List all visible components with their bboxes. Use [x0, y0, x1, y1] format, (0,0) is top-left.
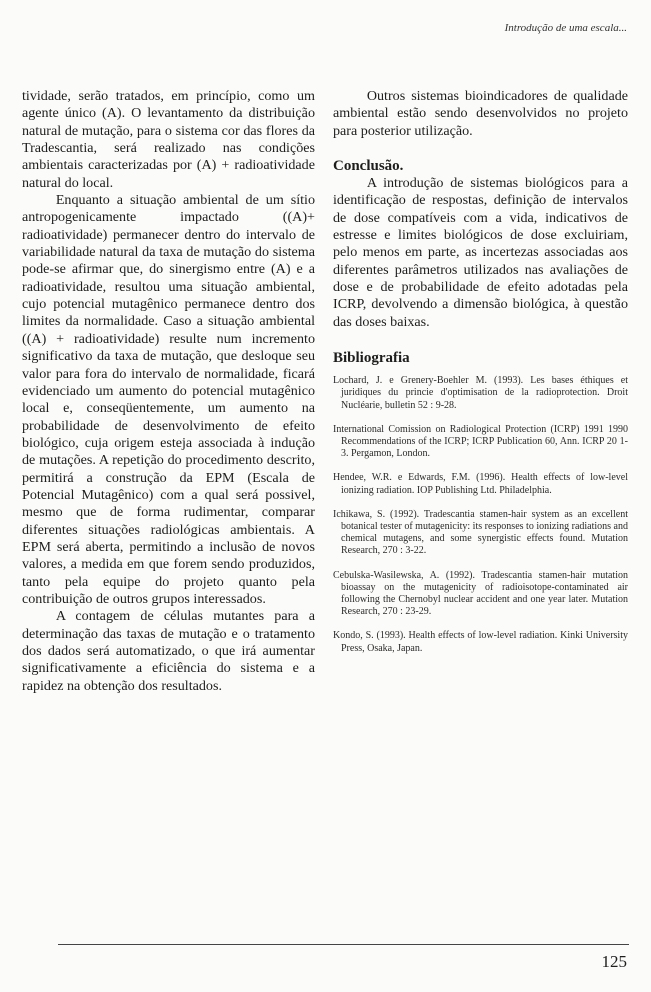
page-number: 125 — [601, 952, 627, 971]
reference-item: Cebulska-Wasilewska, A. (1992). Tradescantia stamen-hair mutation bioassay on the mutagenicity of radioisotope-contaminated air following the Chernobyl nuclear accident and one year later. Mutation Research, 270 : 23-29. — [333, 569, 628, 618]
body-paragraph: tividade, serão tratados, em princípio, como um agente único (A). O levantamento da distribuição natural de mutação, para o sistema cor das flores da Tradescantia, será realizado nas condições ambientais caracterizadas por (A) + radioatividade natural do local. — [22, 88, 315, 191]
body-paragraph: Enquanto a situação ambiental de um sítio antropogenicamente impactado ((A)+ radioatividade) permanecer dentro do intervalo de variabilidade natural da taxa de mutação do sistema pode-se afirmar que, do sinergismo entre (A) e a radioatividade, resultou uma situação ambiental, cujo potencial mutagênico permanece dentro dos limites da normalidade. Caso a situação ambiental ((A) + radioatividade) resulte num incremento significativo da taxa de mutação, que desloque seu valor para fora do intervalo de normalidade, ficará evidenciado um aumento do potencial mutagênico local e, conseqüentemente, um aumento na probabilidade de desenvolvimento de efeito biológico, cuja origem esteja associada à indução de mutações. A repetição do procedimento descrito, permitirá a construção da EPM (Escala de Potencial Mutagênico) com a qual será possivel, mesmo que de forma rudimentar, comparar diferentes situações radiológicas ambientais. A EPM será aberta, permitindo a inclusão de novos valores, a medida em que forem sendo produzidos, tanto pela equipe do projeto quanto pela contribuição de outros grupos interessados. — [22, 192, 315, 607]
body-paragraph: A contagem de células mutantes para a determinação das taxas de mutação e o tratamento dos dados será automatizado, o que irá aumentar significativamente a eficiência do sistema e a rapidez na obtenção dos resultados. — [22, 608, 315, 694]
right-column — [333, 88, 628, 667]
reference-item: Hendee, W.R. e Edwards, F.M. (1996). Health effects of low-level ionizing radiation. IOP Publishing Ltd. Philadelphia. — [333, 472, 628, 496]
left-column — [22, 88, 315, 695]
reference-item: Lochard, J. e Grenery-Boehler M. (1993). Les bases éthiques et juridiques du princie d'optimisation de la radioprotection. Droit Nucléarie, bulletin 52 : 9-28. — [333, 375, 628, 411]
reference-item: International Comission on Radiological Protection (ICRP) 1991 1990 Recommendations of the ICRP; ICRP Publication 60, Ann. ICRP 20 1-3. Pergamon, London. — [333, 423, 628, 460]
reference-item: Ichikawa, S. (1992). Tradescantia stamen-hair system as an excellent botanical tester of mutagenicity: its responses to ionizing radiations and chemical mutagens, and some synergistic effects found. Mutation Research, 270 : 3-22. — [333, 508, 628, 557]
reference-item: Kondo, S. (1993). Health effects of low-level radiation. Kinki University Press, Osaka, Japan. — [333, 630, 628, 654]
bibliography-heading: Bibliografia — [333, 350, 410, 367]
body-paragraph: Outros sistemas bioindicadores de qualidade ambiental estão sendo desenvolvidos no projeto para posterior utilização. — [333, 88, 628, 139]
bibliography-list — [333, 375, 628, 655]
footer-rule — [58, 944, 629, 945]
conclusion-heading: Conclusão. — [333, 158, 404, 175]
conclusion-paragraph: A introdução de sistemas biológicos para a identificação de respostas, definição de intervalos de dose compatíveis com a vida, indicativos de estresse e limites biológicos de dose excluiriam, pelo menos em parte, as incertezas associadas aos diferentes parâmetros utilizados nas avaliações de dose e de probabilidade de efeito adotadas pela ICRP, devolvendo a dimensão biológica, à questão das doses baixas. — [333, 175, 628, 330]
running-head: Introdução de uma escala... — [504, 22, 627, 34]
